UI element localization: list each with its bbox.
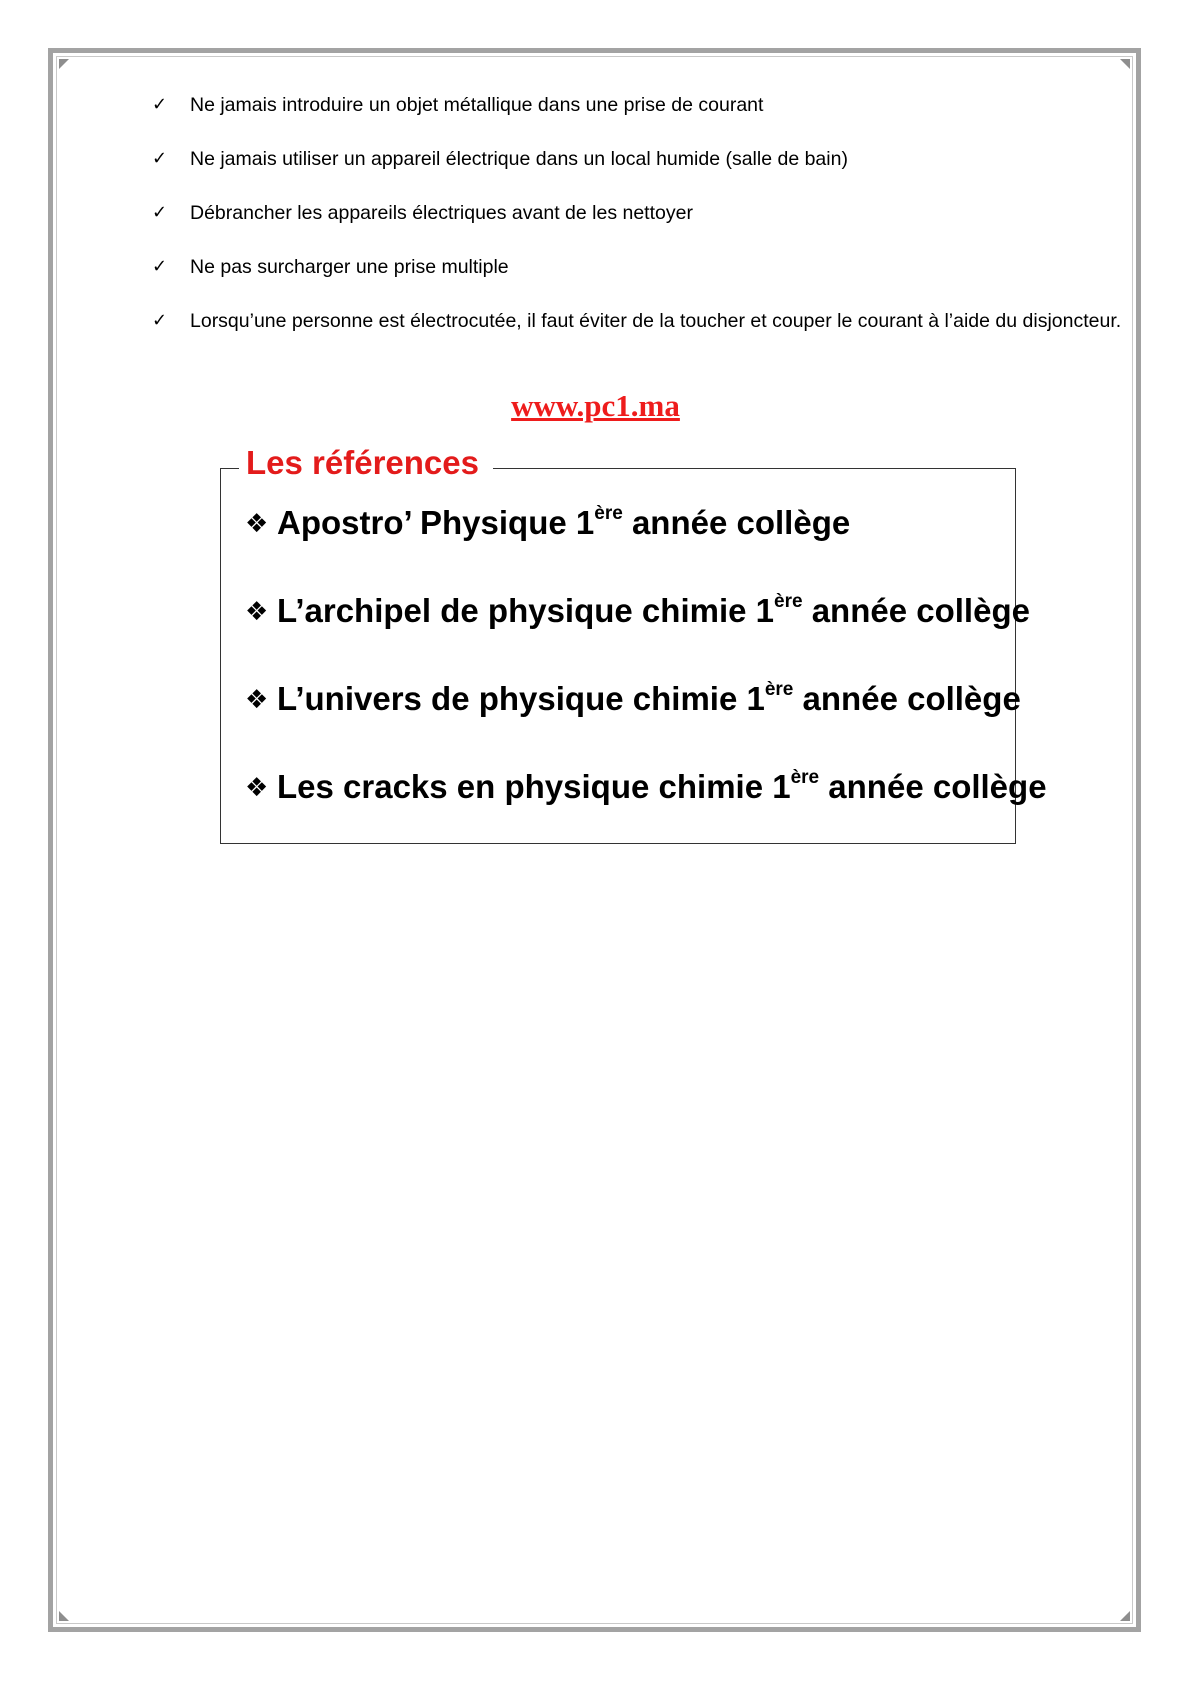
diamond-bullet-icon: ❖ (245, 773, 269, 803)
safety-checklist (150, 78, 1125, 348)
reference-superscript: ère (594, 503, 623, 524)
reference-text: L’archipel de physique chimie 1 (277, 592, 774, 629)
reference-superscript: ère (774, 591, 803, 612)
diamond-bullet-icon: ❖ (245, 685, 269, 715)
corner-ornament-top-left (59, 59, 69, 69)
reference-item (245, 677, 1047, 765)
checklist-item (150, 186, 1125, 240)
reference-superscript: ère (764, 679, 794, 700)
reference-item (245, 765, 1047, 853)
checklist-item-text: Débrancher les appareils électriques avant de les nettoyer (190, 202, 693, 224)
reference-item (245, 589, 1047, 677)
diamond-bullet-icon: ❖ (245, 597, 269, 627)
reference-item (245, 501, 1047, 589)
checklist-item (150, 132, 1125, 186)
checklist-item (150, 240, 1125, 294)
references-title: Les références (239, 443, 493, 483)
reference-superscript: ère (790, 767, 820, 788)
reference-text: Les cracks en physique chimie 1 (277, 768, 791, 805)
references-list (245, 501, 1047, 853)
reference-text-end: année collège (793, 680, 1021, 717)
reference-text-end: année collège (622, 504, 851, 541)
corner-ornament-bottom-left (59, 1611, 69, 1621)
check-mark-icon: ✓ (152, 202, 168, 223)
check-mark-icon: ✓ (152, 148, 168, 169)
checklist-item (150, 294, 1125, 348)
checklist-item (150, 78, 1125, 132)
check-mark-icon: ✓ (152, 256, 168, 277)
references-box (220, 444, 1047, 844)
reference-text: Apostro’ Physique 1 (277, 504, 595, 541)
website-link[interactable]: www.pc1.ma (511, 388, 680, 423)
corner-ornament-top-right (1120, 59, 1130, 69)
checklist-item-text: Lorsqu’une personne est électrocutée, il faut éviter de la toucher et couper le courant à l’aide du disjoncteur. (190, 310, 1122, 332)
checklist-item-text: Ne jamais utiliser un appareil électrique dans un local humide (salle de bain) (190, 148, 848, 170)
reference-text: L’univers de physique chimie 1 (277, 680, 765, 717)
reference-text-end: année collège (802, 592, 1030, 629)
checklist-item-text: Ne jamais introduire un objet métallique dans une prise de courant (190, 94, 764, 116)
check-mark-icon: ✓ (152, 94, 168, 115)
diamond-bullet-icon: ❖ (245, 509, 269, 539)
checklist-item-text: Ne pas surcharger une prise multiple (190, 256, 509, 278)
check-mark-icon: ✓ (152, 310, 168, 331)
corner-ornament-bottom-right (1120, 1611, 1130, 1621)
reference-text-end: année collège (819, 768, 1047, 805)
